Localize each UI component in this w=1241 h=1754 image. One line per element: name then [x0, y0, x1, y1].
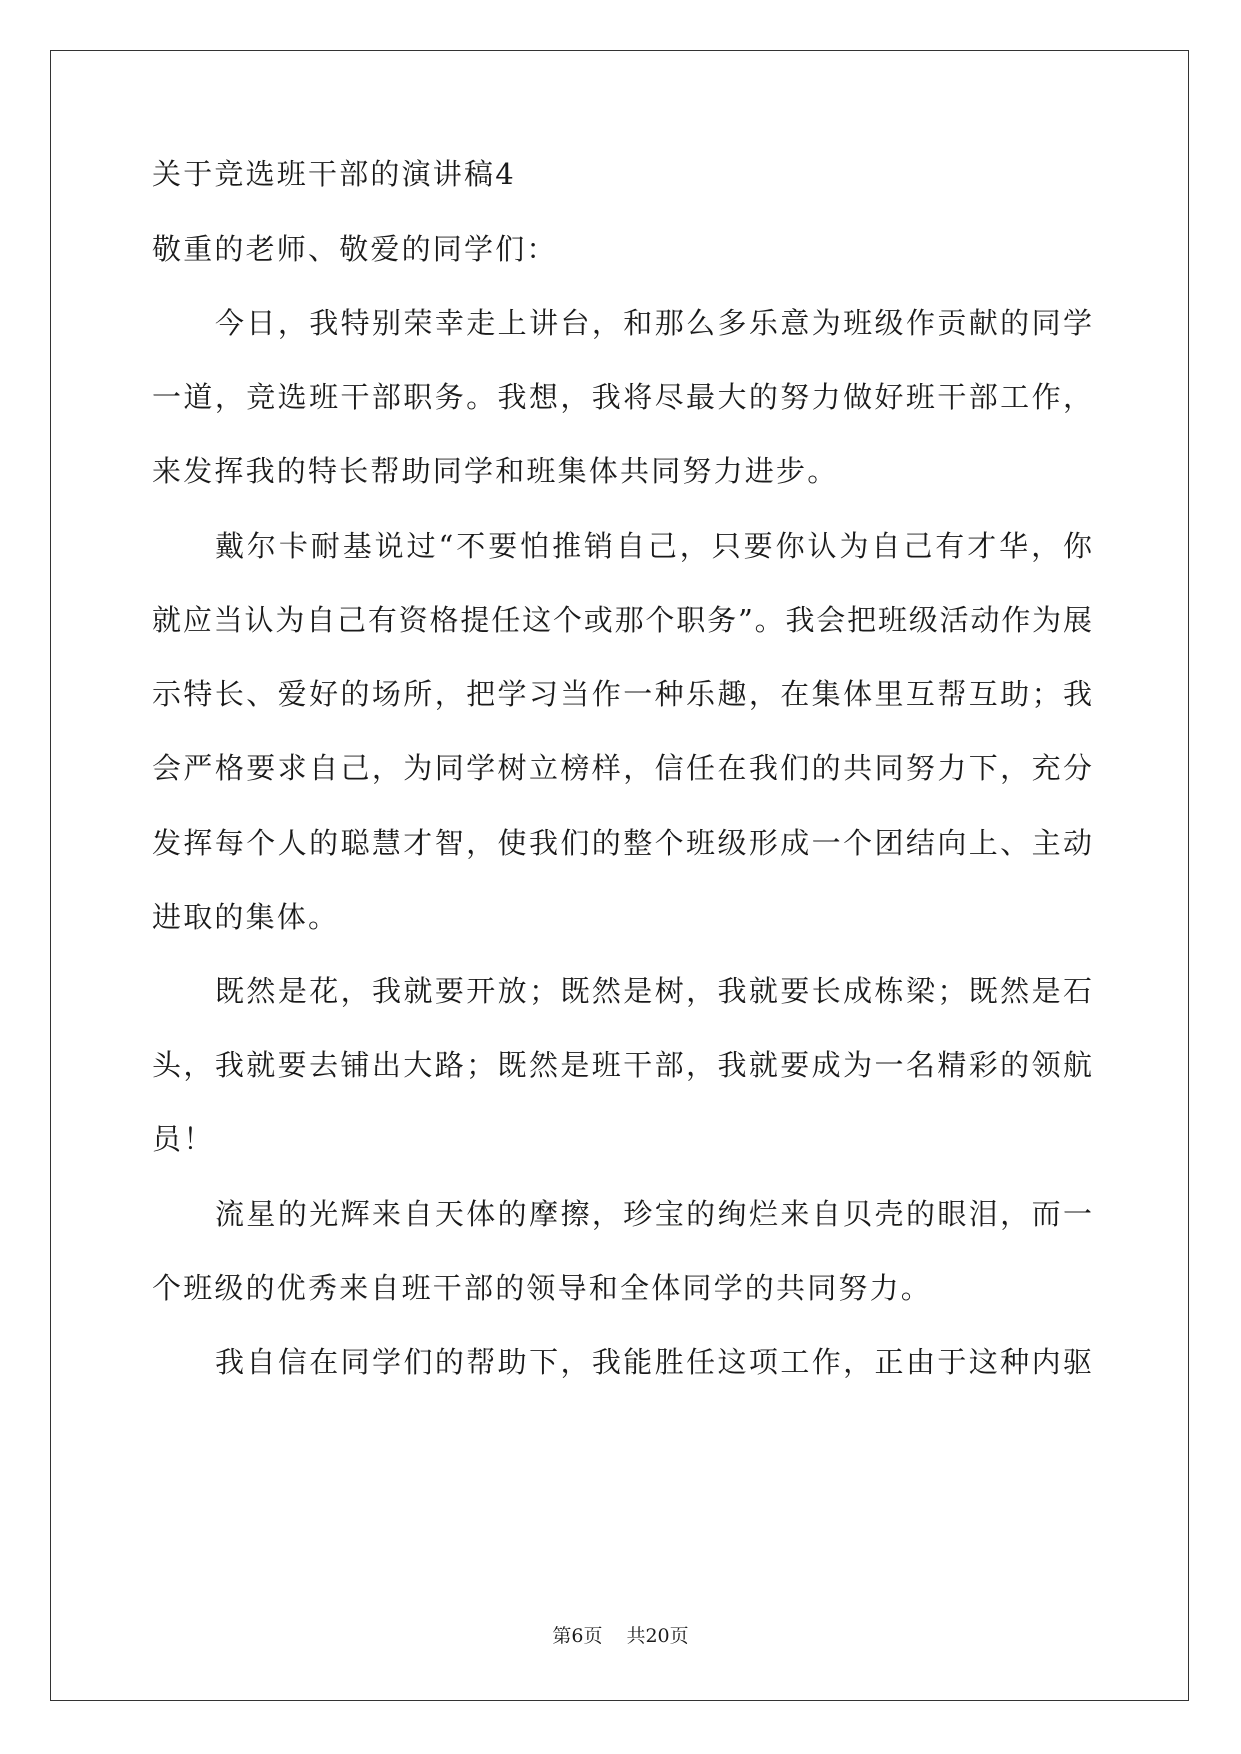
salutation-line: 敬重的老师、敬爱的同学们：	[152, 232, 558, 266]
paragraph-line: 今日，我特别荣幸走上讲台，和那么多乐意为班级作贡献的同学	[215, 306, 1092, 340]
page-border	[50, 50, 1189, 1701]
paragraph-line: 进取的集体。	[152, 900, 340, 934]
paragraph-line: 就应当认为自己有资格提任这个或那个职务”。我会把班级活动作为展	[152, 603, 1092, 637]
page-number-current: 第6页	[552, 1625, 603, 1647]
paragraph-line: 戴尔卡耐基说过“不要怕推销自己，只要你认为自己有才华，你	[215, 529, 1092, 563]
paragraph-line: 既然是花，我就要开放；既然是树，我就要长成栋梁；既然是石	[215, 974, 1092, 1008]
paragraph-line: 流星的光辉来自天体的摩擦，珍宝的绚烂来自贝壳的眼泪，而一	[215, 1197, 1092, 1231]
document-title: 关于竞选班干部的演讲稿4	[152, 157, 516, 191]
paragraph-line: 来发挥我的特长帮助同学和班集体共同努力进步。	[152, 454, 839, 488]
paragraph-line: 我自信在同学们的帮助下，我能胜任这项工作，正由于这种内驱	[215, 1345, 1092, 1379]
paragraph-line: 示特长、爱好的场所，把学习当作一种乐趣，在集体里互帮互助；我	[152, 677, 1092, 711]
paragraph-line: 员！	[152, 1122, 215, 1156]
page-footer	[0, 1624, 1241, 1648]
paragraph-line: 一道，竞选班干部职务。我想，我将尽最大的努力做好班干部工作，	[152, 380, 1092, 414]
paragraph-line: 会严格要求自己，为同学树立榜样，信任在我们的共同努力下，充分	[152, 751, 1092, 785]
paragraph-line: 头，我就要去铺出大路；既然是班干部，我就要成为一名精彩的领航	[152, 1048, 1092, 1082]
paragraph-line: 发挥每个人的聪慧才智，使我们的整个班级形成一个团结向上、主动	[152, 826, 1092, 860]
page-number-total: 共20页	[626, 1625, 689, 1647]
paragraph-line: 个班级的优秀来自班干部的领导和全体同学的共同努力。	[152, 1271, 933, 1305]
